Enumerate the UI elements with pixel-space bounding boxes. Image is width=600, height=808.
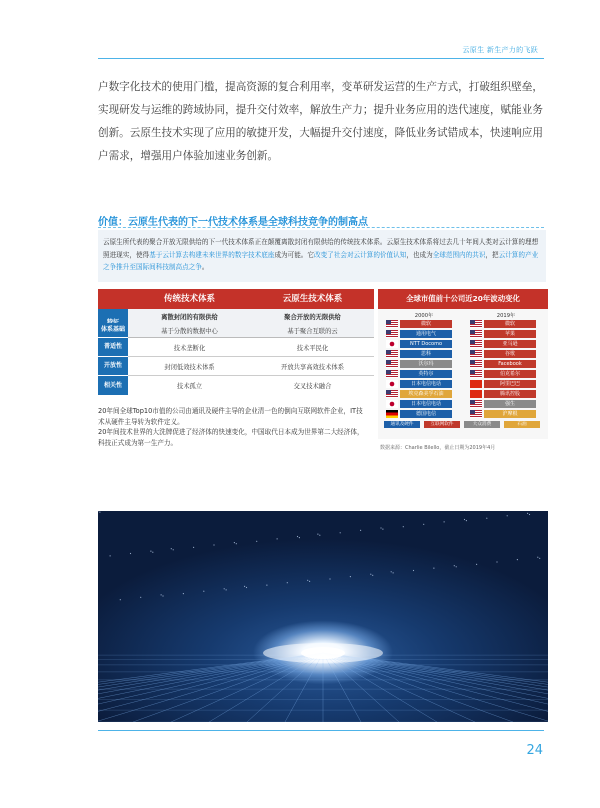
section-rule bbox=[98, 227, 544, 229]
company-bar: 腾讯控股 bbox=[484, 390, 536, 398]
flag-us-icon bbox=[386, 370, 398, 378]
cell-traditional-feature: 离散封闭的有限供给 bbox=[161, 313, 218, 321]
row-label-openness: 开放性 bbox=[98, 357, 128, 375]
company-bar: 通用电气 bbox=[400, 330, 452, 338]
header-cloud-native: 云原生技术体系 bbox=[282, 294, 343, 304]
year-label-2000: 2000年 bbox=[414, 313, 434, 319]
flag-us-icon bbox=[470, 410, 482, 418]
flag-us-icon bbox=[470, 360, 482, 368]
flag-us-icon bbox=[470, 400, 482, 408]
intro-paragraph: 户数字化技术的使用门槛，提高资源的复合利用率，变革研发运营的生产方式，打破组织壁垒，实现研发与运维的跨域协同，提升交付效率，解放生产力；提升业务应用的迭代速度，赋能业务创新。云原生技术实现了应用的敏捷开发，大幅提升交付速度，降低业务试错成本，快速响应用户需求，增强用户体验加速业务创新。 bbox=[98, 81, 543, 162]
year-label-2019: 2019年 bbox=[496, 313, 516, 319]
company-bar: 微软 bbox=[484, 320, 536, 328]
row-label-basis: 体系基础 bbox=[98, 323, 128, 337]
legend-item: 大众消费 bbox=[464, 421, 500, 428]
footer-rule bbox=[98, 730, 544, 731]
comparison-table bbox=[98, 289, 374, 405]
page-number: 24 bbox=[526, 743, 543, 758]
company-bar: 日本电信电话 bbox=[400, 380, 452, 388]
section-title: 价值：云原生代表的下一代技术体系是全球科技竞争的制高点 bbox=[98, 217, 368, 228]
legend-item: 通讯及硬件 bbox=[384, 421, 420, 428]
cell-traditional-openness: 封闭低效技术体系 bbox=[164, 363, 215, 371]
company-bar: 英特尔 bbox=[400, 370, 452, 378]
company-bar: 埃克森美孚石油 bbox=[400, 390, 452, 398]
legend-item: 石油 bbox=[504, 421, 540, 428]
market-cap-chart bbox=[378, 289, 548, 439]
company-bar: 德国电信 bbox=[400, 410, 452, 418]
cell-cloud-relevance: 交叉技术融合 bbox=[293, 383, 332, 390]
cell-traditional-universality: 技术垄断化 bbox=[173, 344, 206, 352]
company-bar: 强生 bbox=[484, 400, 536, 408]
legend-item: 互联网软件 bbox=[424, 421, 460, 428]
company-bar: NTT Docomo bbox=[400, 340, 452, 348]
chart-source: 数据来源：Charlie Bilello，截止日期为2019年4月 bbox=[380, 445, 496, 451]
company-bar: 亚马逊 bbox=[484, 340, 536, 348]
table-notes bbox=[98, 406, 368, 448]
value-summary-text: 云原生所代表的聚合开放无限供给的下一代技术体系正在颠覆离散封闭有限供给的传统技术体系。云原生技术体系将过去几十年间人类对云计算的理想照进现实，使得基于云计算去构建未来世界的数字技术底座成为可能。它改变了社会对云计算的价值认知，也成为全球范围内的共识，把云计算的产业之争推升至国际间科技制高点之争。 bbox=[103, 238, 539, 271]
company-bar: 谷歌 bbox=[484, 350, 536, 358]
company-bar: 沃尔玛 bbox=[400, 360, 452, 368]
company-bar: Facebook bbox=[484, 360, 536, 368]
flag-cn-icon bbox=[470, 390, 482, 398]
flag-us-icon bbox=[386, 390, 398, 398]
flag-cn-icon bbox=[470, 380, 482, 388]
company-bar: 伯克希尔 bbox=[484, 370, 536, 378]
network-grid-graphic bbox=[98, 511, 548, 722]
flag-jp-icon bbox=[386, 400, 398, 408]
header-rule bbox=[98, 58, 544, 59]
company-bar: 思科 bbox=[400, 350, 452, 358]
cell-cloud-openness: 开放共享高效技术体系 bbox=[281, 363, 344, 371]
running-header: 云原生 新生产力的飞跃 bbox=[462, 46, 538, 54]
cell-cloud-feature: 聚合开放的无限供给 bbox=[284, 313, 341, 321]
flag-us-icon bbox=[386, 330, 398, 338]
row-label-universality: 普适性 bbox=[98, 338, 128, 356]
flag-jp-icon bbox=[386, 380, 398, 388]
flag-us-icon bbox=[470, 330, 482, 338]
starfield-network-photo bbox=[98, 511, 548, 722]
header-traditional: 传统技术体系 bbox=[163, 294, 215, 304]
company-bar: 微软 bbox=[400, 320, 452, 328]
value-summary-box bbox=[98, 230, 546, 282]
company-bar: 日本电信电话 bbox=[400, 400, 452, 408]
cell-cloud-basis: 基于聚合互联的云 bbox=[287, 327, 338, 335]
flag-us-icon bbox=[470, 370, 482, 378]
row-label-relevance: 相关性 bbox=[98, 376, 128, 395]
cell-traditional-relevance: 技术孤立 bbox=[176, 383, 203, 390]
flag-us-icon bbox=[386, 360, 398, 368]
flag-us-icon bbox=[470, 340, 482, 348]
flag-de-icon bbox=[386, 410, 398, 418]
company-bar: 阿里巴巴 bbox=[484, 380, 536, 388]
cell-traditional-basis: 基于分散的数据中心 bbox=[161, 327, 218, 335]
flag-us-icon bbox=[386, 350, 398, 358]
chart-title: 全球市值前十公司近20年波动变化 bbox=[378, 289, 548, 309]
flag-us-icon bbox=[470, 320, 482, 328]
flag-us-icon bbox=[470, 350, 482, 358]
cell-cloud-universality: 技术平民化 bbox=[296, 344, 329, 352]
note-2: 20年间技术世界的大洗牌促进了经济体的快速变化，中国取代日本成为世界第二大经济体，科技正式成为第一生产力。 bbox=[98, 428, 364, 447]
company-bar: 沪摩根 bbox=[484, 410, 536, 418]
flag-us-icon bbox=[386, 320, 398, 328]
note-1: 20年间全球Top10市值的公司由通讯及硬件主导的企业清一色的倒向互联网软件企业，IT技术从硬件主导转为软件定义。 bbox=[98, 407, 363, 426]
flag-jp-icon bbox=[386, 340, 398, 348]
company-bar: 苹果 bbox=[484, 330, 536, 338]
